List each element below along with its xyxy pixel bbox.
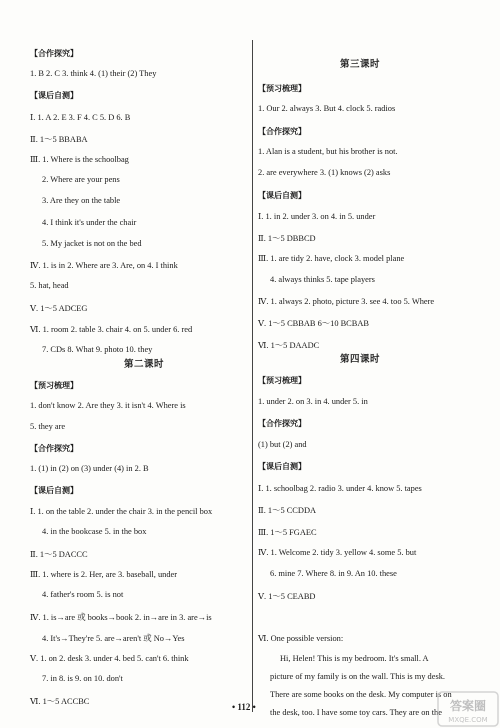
answer-line: 1. under 2. on 3. in 4. under 5. in	[258, 396, 368, 406]
answer-line: Ⅴ. 1～5 CEABD	[258, 592, 316, 601]
essay-line-1: Hi, Helen! This is my bedroom. It's small. A	[280, 654, 429, 663]
answer-line: 5. hat, head	[30, 281, 69, 291]
section-header: 【课后自测】	[258, 190, 306, 200]
answer-line: 2. Where are your pens	[42, 175, 120, 185]
answer-line: 1. Alan is a student, but his brother is not.	[258, 146, 398, 156]
section-header: 【课后自测】	[30, 486, 78, 495]
answer-line: Ⅳ. 1. is in 2. Where are 3. Are, on 4. I think	[30, 261, 178, 270]
answer-line: Ⅳ. 1. Welcome 2. tidy 3. yellow 4. some 5. but	[258, 548, 417, 557]
answer-line: Ⅳ. 1. is→are 或 books→book 2. in→are in 3. are→is	[30, 613, 212, 622]
answer-line: 1. (1) in (2) on (3) under (4) in 2. B	[30, 464, 149, 473]
answer-line: Ⅱ. 1～5 CCDDA	[258, 506, 317, 515]
answer-line: Ⅴ. 1～5 ADCEG	[30, 304, 88, 314]
answer-line: Ⅴ. 1～5 CBBAB 6～10 BCBAB	[258, 319, 369, 329]
section-header: 【课后自测】	[258, 462, 306, 471]
answer-line: 1. don't know 2. Are they 3. it isn't 4. Where is	[30, 401, 186, 410]
answer-line: Ⅵ. 1～5 ACCBC	[30, 697, 90, 706]
section-header: 【预习梳理】	[258, 376, 306, 385]
answer-line: Ⅰ. 1. in 2. under 3. on 4. in 5. under	[258, 211, 376, 221]
answer-line: Ⅲ. 1. are tidy 2. have, clock 3. model plane	[258, 254, 405, 264]
answer-line: Ⅵ. 1～5 DAADC	[258, 340, 320, 350]
watermark-text: 答案圈	[449, 699, 487, 713]
answer-line: 5. they are	[30, 422, 66, 431]
answer-line: 6. mine 7. Where 8. in 9. An 10. these	[270, 568, 397, 578]
answer-line: Ⅳ. 1. always 2. photo, picture 3. see 4. too 5. Where	[258, 297, 435, 306]
watermark-sub: MXQE.COM	[448, 716, 488, 724]
answer-line: 7. CDs 8. What 9. photo 10. they	[42, 344, 153, 354]
section-header: 【预习梳理】	[30, 381, 78, 390]
essay-line-3: There are some books on the desk. My computer is on	[270, 690, 452, 699]
answer-line: Ⅰ. 1. schoolbag 2. radio 3. under 4. know 5. tapes	[258, 483, 422, 493]
answer-line: Ⅰ. 1. A 2. E 3. F 4. C 5. D 6. B	[30, 112, 131, 122]
section-header: 【合作探究】	[30, 444, 78, 453]
answer-line: Ⅵ. 1. room 2. table 3. chair 4. on 5. under 6. red	[30, 324, 193, 334]
section-header: 【课后自测】	[30, 91, 78, 101]
answer-line: 1. B 2. C 3. think 4. (1) their (2) They	[30, 69, 157, 79]
answer-line: 3. Are they on the table	[42, 196, 121, 206]
answer-line: Ⅱ. 1～5 DBBCD	[258, 234, 316, 244]
essay-label: Ⅵ. One possible version:	[258, 634, 344, 643]
column-divider	[252, 40, 253, 712]
answer-line: Ⅲ. 1. Where is the schoolbag	[30, 155, 129, 164]
answer-line: Ⅱ. 1～5 DACCC	[30, 550, 88, 559]
answer-line: 1. Our 2. always 3. But 4. clock 5. radios	[258, 104, 396, 114]
section-header: 【合作探究】	[258, 126, 306, 136]
answer-line: Ⅲ. 1～5 FGAEC	[258, 527, 317, 537]
lesson-title-4: 第四课时	[340, 354, 381, 365]
answer-line: 4. It's→They're 5. are→aren't 或 No→Yes	[42, 634, 185, 643]
lesson-title-2: 第二课时	[124, 359, 165, 370]
essay-line-4: the desk, too. I have some toy cars. They are on the	[270, 708, 442, 717]
answer-line: (1) but (2) and	[258, 439, 307, 449]
answer-line: 7. in 8. is 9. on 10. don't	[42, 674, 123, 683]
lesson-title-3: 第三课时	[340, 59, 381, 70]
answer-line: Ⅲ. 1. where is 2. Her, are 3. baseball, under	[30, 570, 178, 579]
answer-line: Ⅴ. 1. on 2. desk 3. under 4. bed 5. can't 6. think	[30, 654, 189, 663]
answer-line: 4. always thinks 5. tape players	[270, 274, 375, 284]
answer-line: 4. in the bookcase 5. in the box	[42, 527, 147, 536]
answer-line: 5. My jacket is not on the bed	[42, 238, 142, 248]
page-number: • 112 •	[232, 702, 256, 712]
answer-line: 4. father's room 5. is not	[42, 590, 124, 599]
answer-line: 2. are everywhere 3. (1) knows (2) asks	[258, 168, 391, 178]
watermark-logo	[436, 690, 500, 728]
answer-line: Ⅱ. 1～5 BBABA	[30, 134, 88, 144]
section-header: 【合作探究】	[30, 49, 78, 58]
section-header: 【预习梳理】	[258, 84, 306, 93]
essay-line-2: picture of my family is on the wall. This is my desk.	[270, 672, 445, 681]
answer-line: Ⅰ. 1. on the table 2. under the chair 3. in the pencil box	[30, 507, 213, 516]
answer-line: 4. I think it's under the chair	[42, 217, 137, 227]
section-header: 【合作探究】	[258, 419, 306, 428]
